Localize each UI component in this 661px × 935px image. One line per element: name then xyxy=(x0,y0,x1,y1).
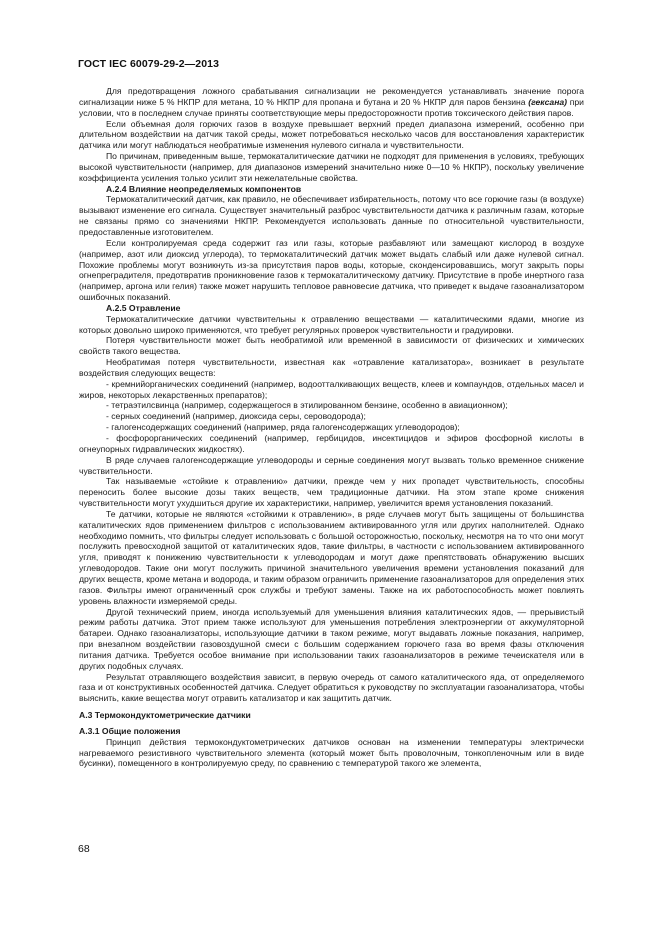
paragraph: Другой технический прием, иногда используемый для уменьшения влияния каталитических ядов, — прерывистый режим работы датчика. Этот прием также используют для уменьшения потребления электроэнергии от аккумуляторной батареи. Однако газоанализаторы, использующие датчики в таком режиме, могут выдавать ложные показания, например, при внезапном воздействии газовоздушной смеси с большим содержанием горючего газа во время фазы отключения питания датчика. Требуется особое внимание при использовании таких газоанализаторов в режиме течеискателя или в других подобных случаях. xyxy=(79,606,584,671)
list-item: - тетраэтилсвинца (например, содержащегося в этилированном бензине, особенно в авиационном); xyxy=(106,400,508,411)
paragraph: В ряде случаев галогенсодержащие углеводороды и серные соединения могут вызвать только временное снижение чувствительности. xyxy=(79,454,584,476)
paragraph: Потеря чувствительности может быть необратимой или временной в зависимости от физических и химических свойств такого вещества. xyxy=(79,335,584,357)
paragraph: Те датчики, которые не являются «стойкими к отравлению», в ряде случаев могут быть защищены от большинства каталитических ядов применением фильтров с использованием активированного угля или других наполнителей. Однако необходимо помнить, что фильтры следует использовать с большой осторожностью, поскольку, несмотря на то что они могут послужить превосходной защитой от каталитических ядов, такие фильтры, в частности с использованием активированного угля, приводят к понижению чувствительности к углеводородам и могут даже препятствовать обнаружению высших углеводородов. Такие они могут послужить причиной значительного увеличения времени установления показаний для других веществ, кроме метана и водорода, и таким образом ограничить применение газоанализаторов для определения этих газов. Фильтры имеют ограниченный срок службы и требуют замены. Также на их работоспособность может повлиять уровень влажности измеряемой среды. xyxy=(79,508,584,606)
section-heading-a24: А.2.4 Влияние неопределяемых компонентов xyxy=(106,183,302,194)
page-number: 68 xyxy=(78,843,90,855)
section-heading-a3: А.3 Термокондуктометрические датчики xyxy=(79,710,251,721)
list-item: - кремнийорганических соединений (например, водоотталкивающих веществ, клеев и компаундов, отдельных масел и жиров, некоторых лекарственных препаратов); xyxy=(79,378,584,400)
paragraph: Если объемная доля горючих газов в воздухе превышает верхний предел диапазона измерений, особенно при длительном воздействии на датчик такой среды, может потребоваться несколько часов для восстановления характеристик датчика или могут наблюдаться необратимые изменения нулевого сигнала и чувствительности. xyxy=(79,118,584,151)
section-heading-a31: А.3.1 Общие положения xyxy=(79,725,181,736)
document-header: ГОСТ IEC 60079-29-2—2013 xyxy=(78,58,220,70)
paragraph: Так называемые «стойкие к отравлению» датчики, прежде чем у них пропадет чувствительность, способны переносить более высокие дозы таких веществ, чем традиционные датчики. На этом этапе кроме снижения чувствительности могут ухудшиться другие их характеристики, например, увеличится время установления показаний. xyxy=(79,476,584,509)
paragraph: Необратимая потеря чувствительности, известная как «отравление катализатора», возникает в результате воздействия следующих веществ: xyxy=(79,357,584,378)
paragraph: Термокаталитический датчик, как правило, не обеспечивает избирательность, потому что все горючие газы (в воздухе) вызывают изменение его сигнала. Существует значительный разброс чувствительности датчика к различным газам, которые не связаны прямо со значениями НКПР. Рекомендуется использовать данные по относительной чувствительности, предоставленные изготовителем. xyxy=(79,194,584,237)
list-item: - галогенсодержащих соединений (например, ряда галогенсодержащих углеводородов); xyxy=(106,422,460,433)
paragraph: Результат отравляющего воздействия зависит, в первую очередь от самого каталитического яда, от определяемого газа и от конструктивных особенностей датчика. Следует обратиться к руководству по эксплуатации газоанализатора, чтобы выяснить, какие вещества могут отравить катализатор и как защитить датчик. xyxy=(79,671,584,704)
list-item: - фосфорорганических соединений (например, гербицидов, инсектицидов и эфиров фосфорной кислоты в огнеупорных гидравлических жидкостях). xyxy=(79,433,584,454)
document-body xyxy=(79,86,584,769)
paragraph: Если контролируемая среда содержит газ или газы, которые разбавляют или замещают кислород в воздухе (например, азот или диоксид углерода), то термокаталитический датчик может выдать слабый или даже нулевой сигнал. Похожие проблемы могут возникнуть из-за присутствия паров воды, которые, сконденсировавшись, могут закрыть поры огнепреградителя, предотвратив проникновение газов к термокаталитическому датчику. Присутствие в пробе инертного газа (например, аргона или гелия) также может нарушить тепловое равновесие датчика, что приведет к выдаче газоанализатором ошибочных показаний. xyxy=(79,237,584,303)
list-item: - серных соединений (например, диоксида серы, сероводорода); xyxy=(106,411,366,422)
paragraph: По причинам, приведенным выше, термокаталитические датчики не подходят для применения в условиях, требующих высокой чувствительности (например, для диапазонов измерений значительно ниже 0—10 % НКПР), поскольку увеличение коэффициента усиления только усилит эти нежелательные свойства. xyxy=(79,151,584,183)
section-heading-a25: А.2.5 Отравление xyxy=(106,302,181,313)
paragraph: Термокаталитические датчики чувствительны к отравлению веществами — каталитическими ядами, многие из которых довольно широко применяются, что требует регулярных проверок чувствительности и градуировки. xyxy=(79,313,584,335)
paragraph: Для предотвращения ложного срабатывания сигнализации не рекомендуется устанавливать значение порога сигнализации ниже 5 % НКПР для метана, 10 % НКПР для пропана и бутана и 20 % НКПР для паров бензина (гексана) при условии, что в последнем случае приняты соответствующие меры предосторожности против токсического действия паров. xyxy=(79,86,584,118)
paragraph: Принцип действия термокондуктометрических датчиков основан на изменении температуры электрически нагреваемого резистивного чувствительного элемента (который может быть проволочным, тонкопленочным или в виде бусинки), помещенного в контролируемую среду, по сравнению с температурой такого же элемента, xyxy=(79,736,584,769)
emphasis-text: (гексана) xyxy=(528,96,568,107)
